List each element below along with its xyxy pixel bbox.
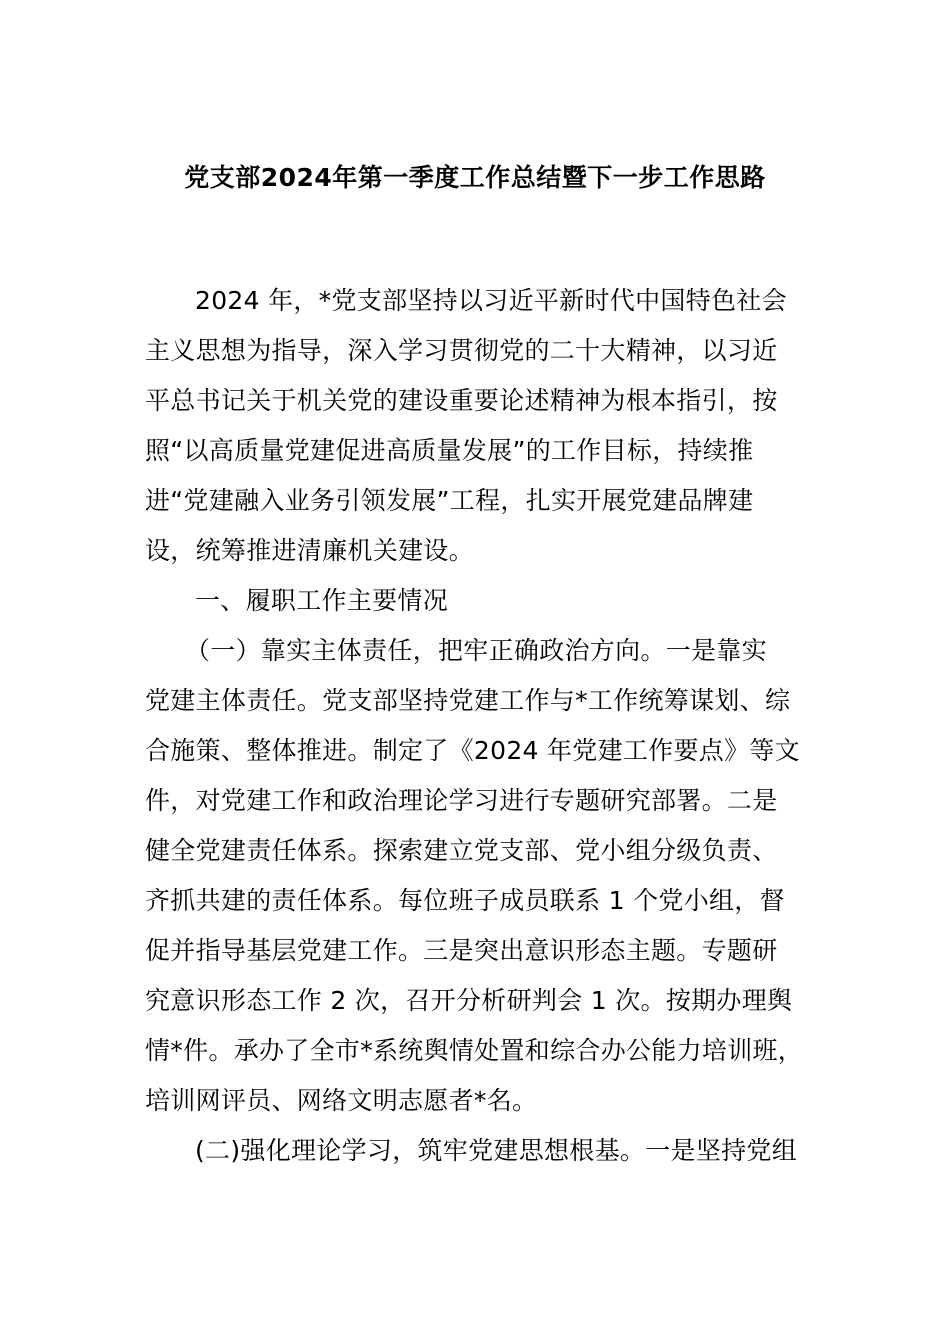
paragraph-line: 件，对党建工作和政治理论学习进行专题研究部署。二是 — [145, 786, 778, 815]
subsection-heading-line: (二)强化理论学习，筑牢党建思想根基。一是坚持党组 — [195, 1136, 798, 1165]
paragraph-line: 党建主体责任。党支部坚持党建工作与*工作统筹谋划、综 — [145, 686, 791, 715]
paragraph-line: 进“党建融入业务引领发展”工程，扎实开展党建品牌建 — [145, 486, 754, 515]
paragraph-line: 2024 年，*党支部坚持以习近平新时代中国特色社会 — [195, 286, 787, 315]
subsection-heading-line: （一）靠实主体责任，把牢正确政治方向。一是靠实 — [185, 636, 767, 665]
paragraph-line: 齐抓共建的责任体系。每位班子成员联系 1 个党小组，督 — [145, 886, 785, 915]
document-title: 党支部2024年第一季度工作总结暨下一步工作思路 — [184, 163, 766, 192]
paragraph-line: 平总书记关于机关党的建设重要论述精神为根本指引，按 — [145, 386, 778, 415]
section-heading: 一、履职工作主要情况 — [195, 586, 449, 615]
paragraph-line: 合施策、整体推进。制定了《2024 年党建工作要点》等文 — [145, 736, 800, 765]
paragraph-line: 照“以高质量党建促进高质量发展”的工作目标，持续推 — [145, 436, 754, 465]
paragraph-line: 主义思想为指导，深入学习贯彻党的二十大精神，以习近 — [145, 336, 778, 365]
paragraph-line: 促并指导基层党建工作。三是突出意识形态主题。专题研 — [145, 936, 778, 965]
paragraph-line: 培训网评员、网络文明志愿者*名。 — [145, 1086, 538, 1115]
paragraph-line: 设，统筹推进清廉机关建设。 — [145, 536, 474, 565]
paragraph-line: 情*件。承办了全市*系统舆情处置和综合办公能力培训班， — [145, 1036, 804, 1065]
paragraph-line: 健全党建责任体系。探索建立党支部、党小组分级负责、 — [145, 836, 778, 865]
paragraph-line: 究意识形态工作 2 次，召开分析研判会 1 次。按期办理舆 — [145, 986, 793, 1015]
